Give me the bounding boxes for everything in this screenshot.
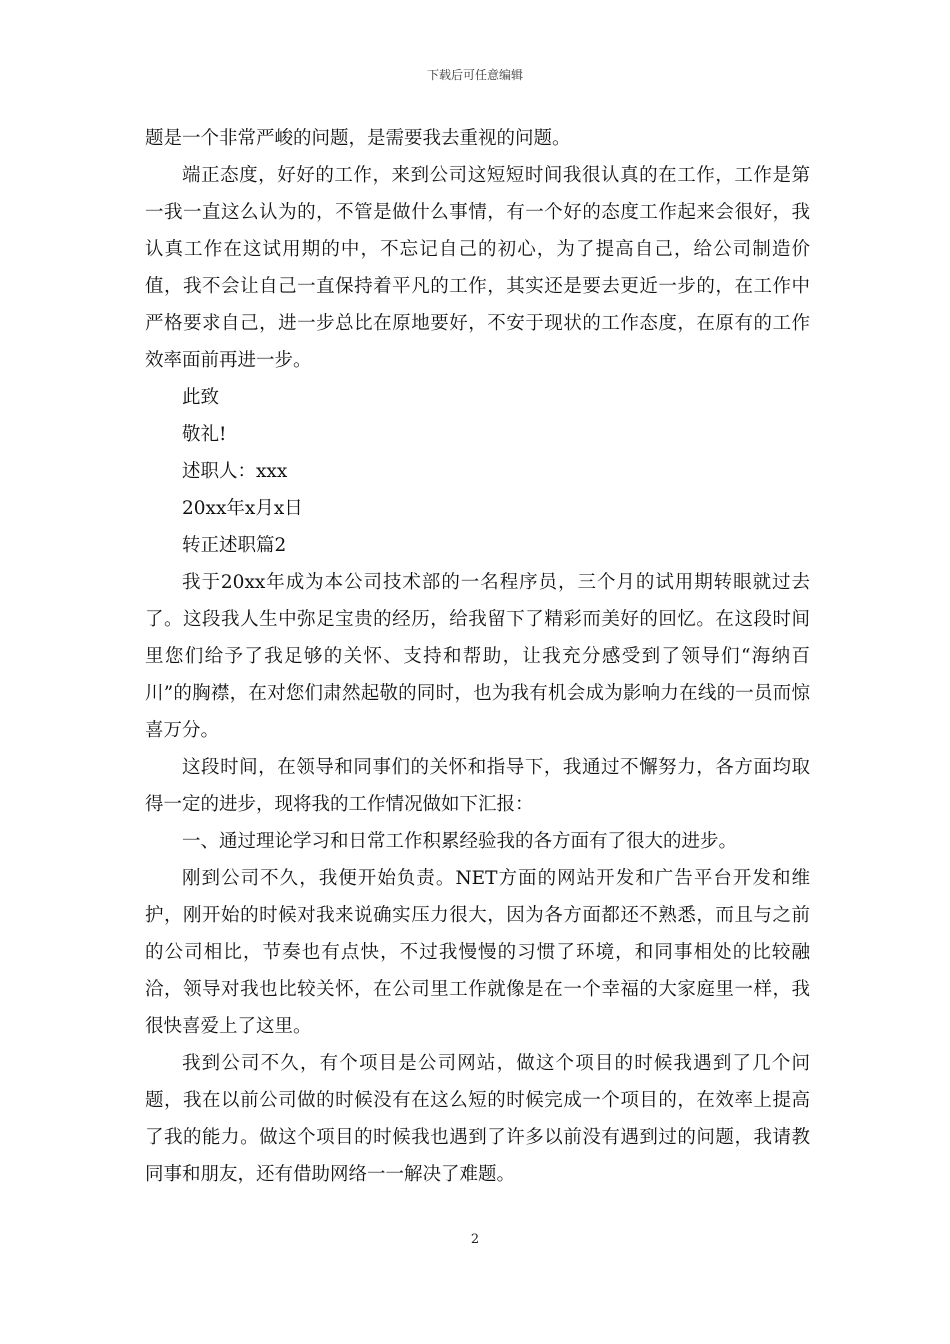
paragraph-project: 我到公司不久，有个项目是公司网站，做这个项目的时候我遇到了几个问题，我在以前公司做的时候没有在这么短的时候完成一个项目的，在效率上提高了我的能力。做这个项目的时候我也遇到了许多以前没有遇到过的问题，我请教同事和朋友，还有借助网络一一解决了难题。 [145,1053,810,1185]
paragraph-early-work: 刚到公司不久，我便开始负责。NET方面的网站开发和广告平台开发和维护，刚开始的时候对我来说确实压力很大，因为各方面都还不熟悉，而且与之前的公司相比，节奏也有点快，不过我慢慢的习惯了环境，和同事相处的比较融洽，领导对我也比较关怀，在公司里工作就像是在一个幸福的大家庭里一样，我很快喜爱上了这里。 [145,868,810,1037]
document-body [145,120,810,1193]
subheading-one: 一、通过理论学习和日常工作积累经验我的各方面有了很大的进步。 [182,831,738,852]
paragraph-attitude: 端正态度，好好的工作，来到公司这短短时间我很认真的在工作，工作是第一我一直这么认为的，不管是做什么事情，有一个好的态度工作起来会很好，我认真工作在这试用期的中，不忘记自己的初心，为了提高自己，给公司制造价值，我不会让自己一直保持着平凡的工作，其实还是要去更近一步的，在工作中严格要求自己，进一步总比在原地要好，不安于现状的工作态度，在原有的工作效率面前再进一步。 [145,165,810,371]
page-number: 2 [470,1232,480,1247]
paragraph-continuation: 题是一个非常严峻的问题，是需要我去重视的问题。 [145,128,571,149]
closing-salutation: 此致 [182,387,220,408]
paragraph-progress: 这段时间，在领导和同事们的关怀和指导下，我通过不懈努力，各方面均取得一定的进步，现将我的工作情况做如下汇报： [145,757,810,815]
section-title: 转正述职篇2 [182,535,287,556]
signature-line: 述职人：xxx [182,461,288,482]
date-line: 20xx年x月x日 [182,498,303,519]
paragraph-intro: 我于20xx年成为本公司技术部的一名程序员，三个月的试用期转眼就过去了。这段我人生中弥足宝贵的经历，给我留下了精彩而美好的回忆。在这段时间里您们给予了我足够的关怀、支持和帮助，让我充分感受到了领导们“海纳百川”的胸襟，在对您们肃然起敬的同时，也为我有机会成为影响力在线的一员而惊喜万分。 [145,572,810,741]
page-header: 下载后可任意编辑 [426,68,523,82]
closing-regards: 敬礼! [182,424,227,445]
